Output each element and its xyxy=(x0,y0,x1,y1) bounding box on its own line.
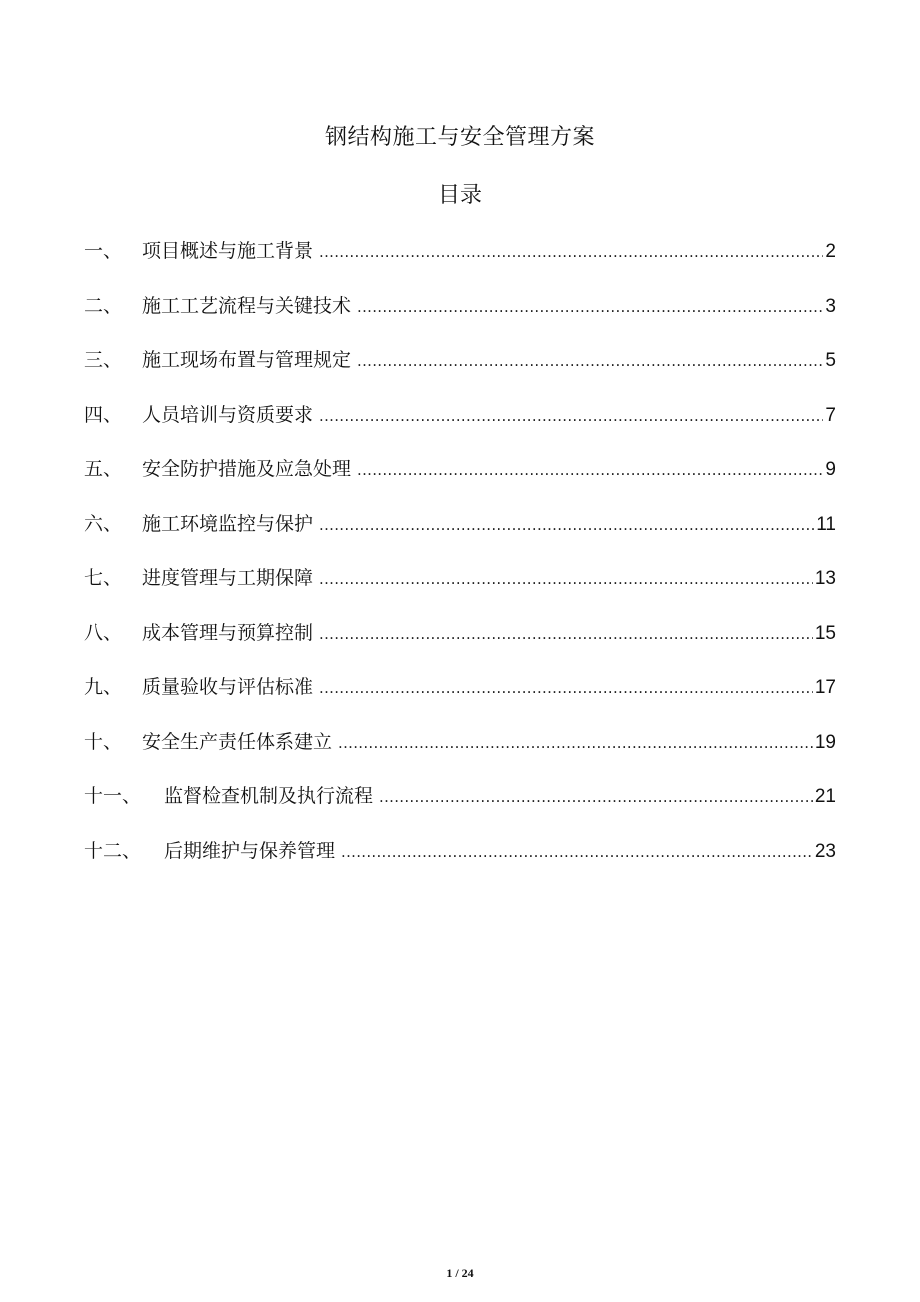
toc-entry-page: 23 xyxy=(814,840,836,862)
toc-entry[interactable] xyxy=(84,236,836,291)
toc-entry[interactable] xyxy=(84,781,836,836)
toc-entry-page: 13 xyxy=(814,568,836,589)
toc-entry-number: 六、 xyxy=(84,512,123,535)
toc-entry-number: 四、 xyxy=(84,403,123,426)
toc-entry[interactable] xyxy=(84,400,836,455)
page-number-footer: 1 / 24 xyxy=(446,1266,474,1280)
table-of-contents xyxy=(84,236,836,890)
toc-dot-leader xyxy=(357,346,823,376)
toc-entry[interactable] xyxy=(84,618,836,673)
toc-entry-number: 一、 xyxy=(84,240,123,262)
toc-entry-title: 人员培训与资质要求 xyxy=(142,403,314,426)
toc-entry[interactable] xyxy=(84,563,836,618)
toc-entry[interactable] xyxy=(84,345,836,400)
toc-entry-page: 2 xyxy=(825,241,836,262)
toc-entry-title: 后期维护与保养管理 xyxy=(164,839,336,862)
toc-entry-number: 三、 xyxy=(84,349,123,371)
toc-entry-title: 监督检查机制及执行流程 xyxy=(164,785,374,807)
toc-dot-leader xyxy=(379,782,813,812)
toc-dot-leader xyxy=(338,728,813,758)
toc-entry[interactable] xyxy=(84,727,836,782)
toc-entry-number: 五、 xyxy=(84,458,123,480)
toc-entry-page: 19 xyxy=(814,731,836,753)
toc-dot-leader xyxy=(319,237,823,267)
toc-dot-leader xyxy=(357,292,823,322)
toc-entry-page: 7 xyxy=(825,404,836,426)
document-title: 钢结构施工与安全管理方案 xyxy=(324,125,595,150)
toc-dot-leader xyxy=(319,673,813,703)
toc-entry-page: 9 xyxy=(825,459,836,480)
toc-heading: 目录 xyxy=(437,183,482,208)
toc-entry-title: 项目概述与施工背景 xyxy=(142,240,314,262)
toc-entry[interactable] xyxy=(84,672,836,727)
toc-dot-leader xyxy=(357,455,823,485)
toc-dot-leader xyxy=(319,619,813,649)
toc-entry-title: 施工环境监控与保护 xyxy=(142,512,314,535)
toc-entry[interactable] xyxy=(84,509,836,564)
toc-entry-title: 施工工艺流程与关键技术 xyxy=(142,294,352,317)
toc-entry[interactable] xyxy=(84,836,836,891)
toc-entry-page: 21 xyxy=(814,786,836,807)
toc-entry-title: 质量验收与评估标准 xyxy=(142,676,314,698)
toc-entry-title: 施工现场布置与管理规定 xyxy=(142,349,352,371)
toc-entry-page: 17 xyxy=(814,677,836,698)
toc-dot-leader xyxy=(319,401,823,431)
toc-entry-title: 安全生产责任体系建立 xyxy=(142,730,333,753)
toc-entry-number: 十、 xyxy=(84,730,123,753)
toc-entry-page: 15 xyxy=(814,622,836,644)
toc-entry-number: 七、 xyxy=(84,567,123,589)
toc-entry-number: 十一、 xyxy=(84,785,142,807)
toc-entry-number: 二、 xyxy=(84,294,123,317)
toc-entry-page: 3 xyxy=(825,295,836,317)
toc-entry-title: 安全防护措施及应急处理 xyxy=(142,458,352,480)
toc-entry-number: 十二、 xyxy=(84,839,142,862)
toc-entry-page: 5 xyxy=(825,350,836,371)
toc-entry-number: 九、 xyxy=(84,676,123,698)
toc-dot-leader xyxy=(319,510,814,540)
toc-entry-page: 11 xyxy=(816,513,836,535)
toc-entry[interactable] xyxy=(84,454,836,509)
toc-entry-title: 成本管理与预算控制 xyxy=(142,621,314,644)
toc-entry[interactable] xyxy=(84,291,836,346)
toc-dot-leader xyxy=(319,564,813,594)
toc-entry-title: 进度管理与工期保障 xyxy=(142,567,314,589)
toc-entry-number: 八、 xyxy=(84,621,123,644)
toc-dot-leader xyxy=(341,837,813,867)
